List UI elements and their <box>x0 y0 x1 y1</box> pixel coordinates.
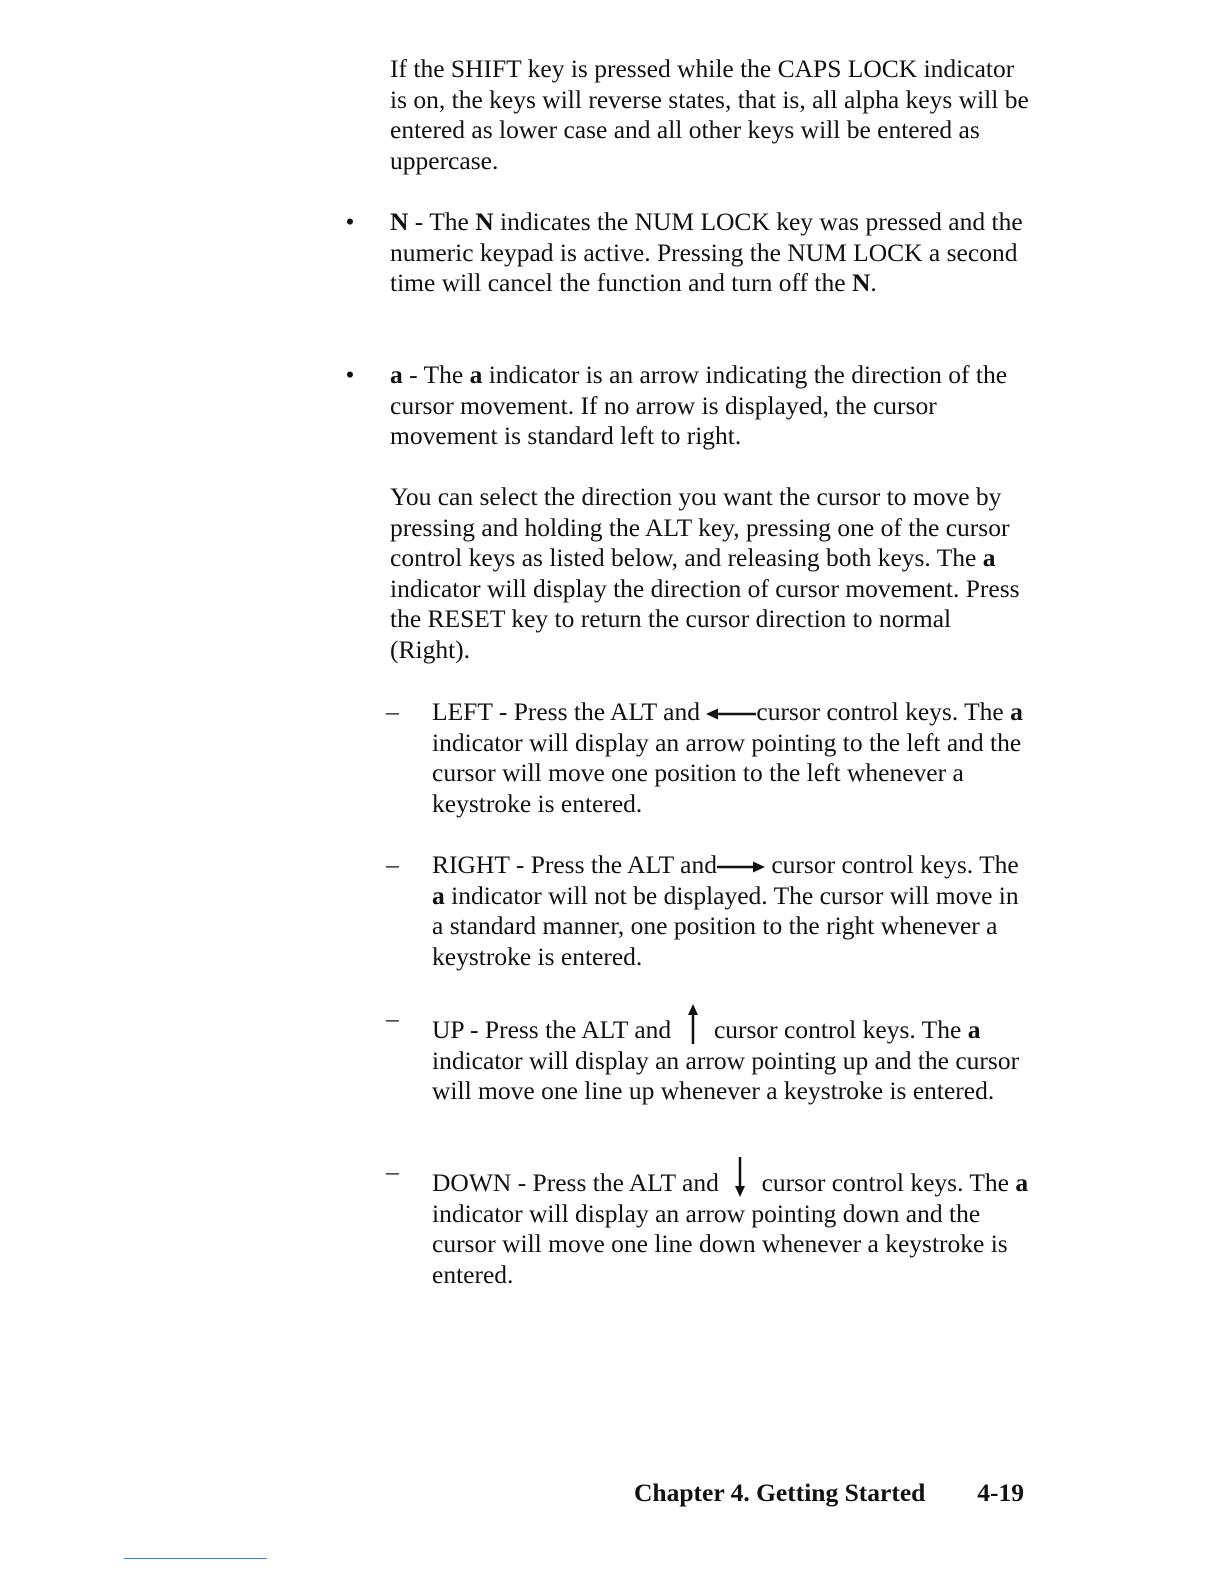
select-key: a <box>982 543 996 572</box>
down-pre: DOWN - Press the ALT and <box>432 1168 726 1197</box>
bottom-rule <box>124 1558 267 1559</box>
down-key: a <box>1015 1168 1029 1197</box>
left-pre: LEFT - Press the ALT and <box>432 697 707 726</box>
arrow-indicator-item <box>345 360 1030 452</box>
up-post: cursor control keys. The <box>707 1015 968 1044</box>
up-text: indicator will display an arrow pointing up and the cursor will move one line up whenever a keystroke is entered. <box>432 1045 1020 1105</box>
arrow-indicator-key2: a <box>469 360 483 389</box>
right-arrow-icon <box>717 860 765 874</box>
num-lock-sep: - The <box>408 207 476 236</box>
arrow-indicator-text: indicator is an arrow indicating the direction of the cursor movement. If no arrow is displayed, the cursor movement is standard left to right. <box>390 360 1008 450</box>
arrow-indicator-sep: - The <box>402 360 470 389</box>
bullet-icon: • <box>345 207 355 236</box>
caps-lock-text: If the SHIFT key is pressed while the CAPS LOCK indicator is on, the keys will reverse states, that is, all alpha keys will be entered as lower case and all other keys will be entered as uppercase. <box>390 54 1029 175</box>
select-text-1: You can select the direction you want the cursor to move by pressing and holding the ALT key, pressing one of the cursor control keys as listed below, and releasing both keys. The <box>390 482 1010 572</box>
direction-right-item <box>386 850 1032 972</box>
chapter-title: Chapter 4. Getting Started <box>634 1478 926 1507</box>
right-post: cursor control keys. The <box>764 850 1019 879</box>
select-text-2: indicator will display the direction of cursor movement. Press the RESET key to return the cursor direction to normal (Right). <box>390 573 1020 664</box>
num-lock-key3: N <box>851 268 871 297</box>
num-lock-text: indicates the NUM LOCK key was pressed and the numeric keypad is active. Pressing the NUM LOCK a second time will cancel the function and turn off the <box>390 207 1023 297</box>
right-text: indicator will not be displayed. The cursor will move in a standard manner, one position to the right whenever a keystroke is entered. <box>432 880 1019 971</box>
direction-left-item <box>386 697 1032 819</box>
caps-lock-paragraph <box>390 54 1030 176</box>
arrow-indicator-key: a <box>390 360 403 389</box>
select-direction-paragraph <box>390 482 1030 665</box>
num-lock-key: N <box>390 207 409 236</box>
up-pre: UP - Press the ALT and <box>432 1015 678 1044</box>
direction-up-item <box>386 1004 1032 1107</box>
down-text: indicator will display an arrow pointing down and the cursor will move one line down whenever a keystroke is entered. <box>432 1198 1008 1289</box>
right-pre: RIGHT - Press the ALT and <box>432 850 717 879</box>
right-key: a <box>432 880 445 910</box>
bullet-icon: • <box>345 360 355 389</box>
left-text: indicator will display an arrow pointing to the left and the cursor will move one position to the left whenever a keystroke is entered. <box>432 727 1022 818</box>
page-number: 4-19 <box>977 1478 1024 1507</box>
dash-icon: – <box>386 1157 399 1186</box>
up-key: a <box>967 1015 981 1044</box>
left-post: cursor control keys. The <box>756 697 1011 726</box>
num-lock-key2: N <box>475 207 494 236</box>
dash-icon: – <box>386 1004 399 1033</box>
down-arrow-icon <box>725 1157 755 1197</box>
num-lock-end: . <box>870 268 877 297</box>
left-arrow-icon <box>706 707 756 721</box>
page-footer <box>634 1478 1024 1509</box>
up-arrow-icon <box>678 1004 708 1044</box>
dash-icon: – <box>386 697 399 726</box>
direction-down-item <box>386 1157 1032 1290</box>
down-post: cursor control keys. The <box>755 1168 1016 1197</box>
num-lock-item <box>345 207 1030 299</box>
left-key: a <box>1010 697 1023 726</box>
dash-icon: – <box>386 850 399 879</box>
